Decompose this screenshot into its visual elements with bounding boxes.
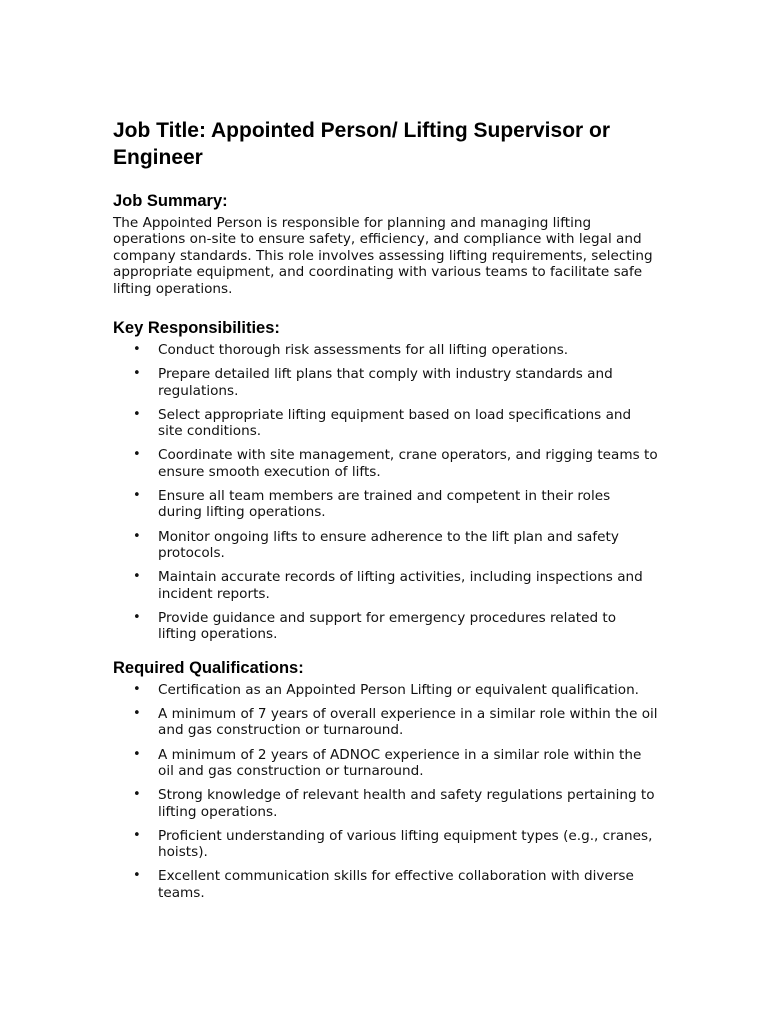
list-item [113, 868, 658, 901]
list-item-text: Select appropriate lifting equipment based on load specifications and site conditions. [158, 406, 632, 440]
bullet-icon: • [133, 488, 141, 504]
list-item-text: Coordinate with site management, crane operators, and rigging teams to ensure smooth execution of lifts. [158, 447, 658, 480]
list-item [113, 610, 658, 643]
list-item [113, 706, 658, 739]
bullet-icon: • [133, 447, 141, 463]
bullet-icon: • [133, 681, 141, 697]
list-item-text: Prepare detailed lift plans that comply with industry standards and regulations. [158, 366, 613, 399]
list-item-text: Monitor ongoing lifts to ensure adherence to the lift plan and safety protocols. [158, 528, 619, 562]
list-item-text: Strong knowledge of relevant health and safety regulations pertaining to lifting operations. [158, 787, 655, 820]
list-item [113, 787, 658, 820]
list-item [113, 488, 658, 521]
list-item [113, 682, 658, 698]
list-item-text: Provide guidance and support for emergency procedures related to lifting operations. [158, 609, 617, 643]
list-item-text: Certification as an Appointed Person Lifting or equivalent qualification. [158, 681, 640, 698]
bullet-icon: • [133, 528, 141, 544]
list-item [113, 447, 658, 480]
list-item [113, 529, 658, 562]
key-responsibilities-heading: Key Responsibilities: [113, 319, 280, 338]
qualifications-list [113, 682, 658, 901]
bullet-icon: • [133, 609, 141, 625]
list-item-text: Excellent communication skills for effective collaboration with diverse teams. [158, 868, 634, 901]
bullet-icon: • [133, 366, 141, 382]
document-page [113, 117, 658, 909]
list-item [113, 407, 658, 440]
bullet-icon: • [133, 705, 141, 721]
bullet-icon: • [133, 787, 141, 803]
bullet-icon: • [133, 746, 141, 762]
page-title: Job Title: Appointed Person/ Lifting Supervisor or Engineer [113, 119, 611, 169]
list-item [113, 747, 658, 780]
list-item [113, 342, 658, 358]
bullet-icon: • [133, 868, 141, 884]
list-item-text: A minimum of 7 years of overall experience in a similar role within the oil and gas construction or turnaround. [158, 705, 658, 739]
required-qualifications-heading: Required Qualifications: [113, 658, 304, 677]
job-summary-heading: Job Summary: [113, 192, 228, 210]
list-item-text: Ensure all team members are trained and competent in their roles during lifting operations. [158, 488, 611, 521]
list-item-text: Maintain accurate records of lifting activities, including inspections and incident reports. [158, 569, 643, 602]
list-item [113, 828, 658, 861]
job-summary-text: The Appointed Person is responsible for planning and managing lifting operations on-site to ensure safety, efficiency, and compliance with legal and company standards. This role involves assessing lifting requirements, selecting appropriate equipment, and coordinating with various teams to facilitate safe lifting operations. [113, 215, 653, 297]
bullet-icon: • [133, 827, 141, 843]
list-item [113, 366, 658, 399]
list-item-text: A minimum of 2 years of ADNOC experience in a similar role within the oil and gas construction or turnaround. [158, 746, 642, 779]
bullet-icon: • [133, 569, 141, 585]
bullet-icon: • [133, 342, 141, 358]
list-item [113, 569, 658, 602]
responsibilities-list [113, 342, 658, 643]
list-item-text: Conduct thorough risk assessments for all lifting operations. [158, 342, 569, 359]
bullet-icon: • [133, 406, 141, 422]
list-item-text: Proficient understanding of various lifting equipment types (e.g., cranes, hoists). [158, 827, 653, 861]
